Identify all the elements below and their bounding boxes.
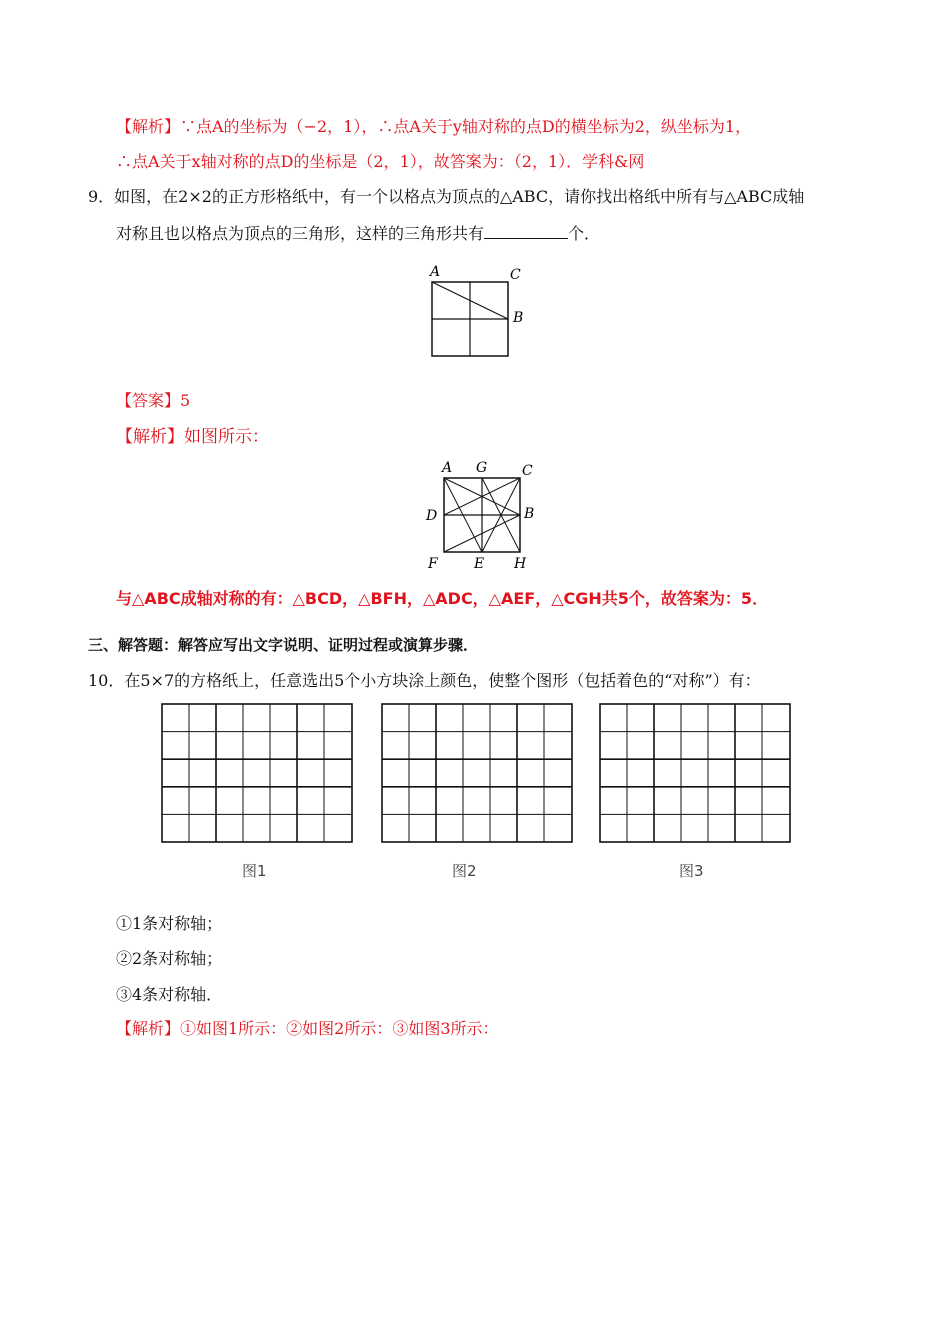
vertex-label-e: E — [474, 556, 485, 572]
question-10-item-3: ③4条对称轴． — [116, 985, 223, 1004]
grid-figure-2 — [380, 702, 574, 844]
vertex-label-b: B — [513, 310, 524, 326]
prev-solution-line-2: ∴点A关于x轴对称的点D的坐标是（2，1），故答案为：（2，1）．学科&网 — [116, 152, 645, 171]
question-9-stem-text: 对称且也以格点为顶点的三角形，这样的三角形共有 — [116, 224, 485, 243]
section-3-heading: 三、解答题：解答应写出文字说明、证明过程或演算步骤． — [88, 636, 479, 654]
vertex-label-c: C — [510, 267, 521, 283]
question-9-stem-tail: 个． — [568, 224, 601, 243]
vertex-label-f: F — [428, 556, 438, 572]
vertex-label-d: D — [426, 508, 438, 524]
question-10-item-2: ②2条对称轴； — [116, 949, 223, 968]
question-10-item-1: ①1条对称轴； — [116, 914, 223, 933]
question-9-solution-figure — [420, 456, 550, 574]
vertex-label-a: A — [430, 264, 441, 280]
prev-solution-line-1: 【解析】∵点A的坐标为（−2，1），∴点A关于y轴对称的点D的横坐标为2，纵坐标为1， — [116, 117, 752, 136]
question-9-answer: 【答案】5 — [116, 391, 191, 410]
grid-caption-2: 图2 — [452, 862, 477, 880]
grid-caption-1: 图1 — [242, 862, 267, 880]
vertex-label-a: A — [442, 460, 453, 476]
grid-figure-3 — [598, 702, 792, 844]
vertex-label-c: C — [522, 463, 533, 479]
vertex-label-g: G — [476, 460, 488, 476]
vertex-label-b: B — [524, 506, 535, 522]
question-9-conclusion: 与△ABC成轴对称的有：△BCD，△BFH，△ADC，△AEF，△CGH共5个，故答案为：5． — [116, 589, 769, 608]
question-10-analysis: 【解析】①如图1所示：②如图2所示：③如图3所示： — [116, 1019, 499, 1038]
question-10-stem: 10．在5×7的方格纸上，任意选出5个小方块涂上颜色，使整个图形（包括着色的“对称”）有： — [88, 671, 761, 690]
question-9-analysis: 【解析】如图所示： — [116, 427, 269, 447]
question-9-figure — [420, 258, 530, 360]
question-9-stem-line-2 — [116, 222, 600, 245]
answer-blank — [484, 222, 568, 239]
question-9-stem-line-1: 9．如图，在2×2的正方形格纸中，有一个以格点为顶点的△ABC，请你找出格纸中所有与△ABC成轴 — [88, 187, 805, 206]
grid-figure-1 — [160, 702, 354, 844]
grid-caption-3: 图3 — [679, 862, 704, 880]
vertex-label-h: H — [514, 556, 527, 572]
